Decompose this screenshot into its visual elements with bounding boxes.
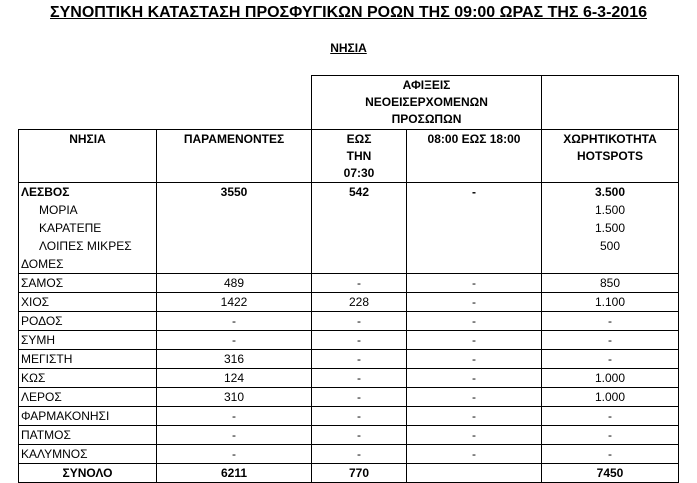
total-until-0730: 770 xyxy=(312,464,407,483)
table-row-lesvos xyxy=(19,183,679,202)
sub-site-name-tail: ΔΟΜΕΣ xyxy=(19,255,157,274)
range-value: - xyxy=(407,274,542,293)
remaining-value: - xyxy=(157,445,312,464)
capacity-value: - xyxy=(542,350,679,369)
capacity-value: - xyxy=(542,445,679,464)
empty-cell xyxy=(407,201,542,219)
until-0730-value: - xyxy=(312,369,407,388)
island-name: ΜΕΓΙΣΤΗ xyxy=(19,350,157,369)
table-row xyxy=(19,312,679,331)
remaining-value: 316 xyxy=(157,350,312,369)
range-value: - xyxy=(407,183,542,202)
header-0800-1800: 08:00 ΕΩΣ 18:00 xyxy=(407,130,542,183)
range-value: - xyxy=(407,293,542,312)
remaining-value: - xyxy=(157,426,312,445)
island-name: ΡΟΔΟΣ xyxy=(19,312,157,331)
until-0730-value: - xyxy=(312,312,407,331)
empty-cell xyxy=(407,255,542,274)
capacity-value: 1.000 xyxy=(542,369,679,388)
island-name: ΣΑΜΟΣ xyxy=(19,274,157,293)
sub-site-capacity: 1.500 xyxy=(542,201,679,219)
remaining-value: 310 xyxy=(157,388,312,407)
until-0730-value: - xyxy=(312,445,407,464)
island-name: ΧΙΟΣ xyxy=(19,293,157,312)
capacity-value: - xyxy=(542,407,679,426)
capacity-value: 1.000 xyxy=(542,388,679,407)
table-row xyxy=(19,293,679,312)
range-value: - xyxy=(407,426,542,445)
remaining-value: 124 xyxy=(157,369,312,388)
sub-site-capacity: 500 xyxy=(542,237,679,255)
until-0730-value: 542 xyxy=(312,183,407,202)
table-row-total xyxy=(19,464,679,483)
table-row xyxy=(19,407,679,426)
range-value: - xyxy=(407,388,542,407)
island-name: ΦΑΡΜΑΚΟΝΗΣΙ xyxy=(19,407,157,426)
header-islands: ΝΗΣΙΑ xyxy=(19,130,157,183)
header-until-0730: ΕΩΣ ΤΗΝ 07:30 xyxy=(312,130,407,183)
empty-cell xyxy=(157,237,312,255)
capacity-value: - xyxy=(542,331,679,350)
sub-site-name: ΛΟΙΠΕΣ ΜΙΚΡΕΣ xyxy=(19,237,157,255)
capacity-value: 850 xyxy=(542,274,679,293)
table-row-sub-site xyxy=(19,237,679,255)
table-row-sub-site xyxy=(19,255,679,274)
header-row-columns xyxy=(19,130,679,183)
document-title: ΣΥΝΟΠΤΙΚΗ ΚΑΤΑΣΤΑΣΗ ΠΡΟΣΦΥΓΙΚΩΝ ΡΟΩΝ ΤΗΣ 09:00 ΩΡΑΣ ΤΗΣ 6-3-2016 xyxy=(50,4,647,21)
empty-cell xyxy=(407,219,542,237)
remaining-value: 1422 xyxy=(157,293,312,312)
table-row xyxy=(19,426,679,445)
empty-cell xyxy=(407,237,542,255)
empty-cell xyxy=(157,219,312,237)
until-0730-value: - xyxy=(312,407,407,426)
refugee-flows-table xyxy=(18,75,679,483)
empty-cell xyxy=(157,201,312,219)
island-name: ΛΕΡΟΣ xyxy=(19,388,157,407)
total-label: ΣΥΝΟΛΟ xyxy=(19,464,157,483)
remaining-value: - xyxy=(157,331,312,350)
sub-site-name: ΜΟΡΙΑ xyxy=(19,201,157,219)
range-value: - xyxy=(407,407,542,426)
total-remaining: 6211 xyxy=(157,464,312,483)
remaining-value: - xyxy=(157,312,312,331)
remaining-value: 489 xyxy=(157,274,312,293)
header-row-group xyxy=(19,76,679,130)
range-value: - xyxy=(407,369,542,388)
table-row xyxy=(19,331,679,350)
header-hotspot-capacity: ΧΩΡΗΤΙΚΟΤΗΤΑ HOTSPOTS xyxy=(542,130,679,183)
table-row xyxy=(19,369,679,388)
section-subtitle: ΝΗΣΙΑ xyxy=(330,41,367,55)
remaining-value: 3550 xyxy=(157,183,312,202)
range-value: - xyxy=(407,350,542,369)
island-name: ΛΕΣΒΟΣ xyxy=(19,183,157,202)
until-0730-value: - xyxy=(312,331,407,350)
table-row-sub-site xyxy=(19,201,679,219)
table-row xyxy=(19,274,679,293)
empty-cell xyxy=(542,255,679,274)
capacity-value: 1.100 xyxy=(542,293,679,312)
header-arrivals-group: ΑΦΙΞΕΙΣ ΝΕΟΕΙΣΕΡΧΟΜΕΝΩΝ ΠΡΟΣΩΠΩΝ xyxy=(312,76,542,130)
until-0730-value: - xyxy=(312,388,407,407)
empty-cell xyxy=(312,219,407,237)
table-row-sub-site xyxy=(19,219,679,237)
empty-cell xyxy=(312,255,407,274)
range-value: - xyxy=(407,445,542,464)
remaining-value: - xyxy=(157,407,312,426)
total-range xyxy=(407,464,542,483)
sub-site-name: ΚΑΡΑΤΕΠΕ xyxy=(19,219,157,237)
range-value: - xyxy=(407,331,542,350)
sub-site-capacity: 1.500 xyxy=(542,219,679,237)
until-0730-value: - xyxy=(312,274,407,293)
capacity-value: - xyxy=(542,426,679,445)
empty-cell xyxy=(312,237,407,255)
table-row xyxy=(19,388,679,407)
capacity-value: - xyxy=(542,312,679,331)
until-0730-value: - xyxy=(312,426,407,445)
island-name: ΣΥΜΗ xyxy=(19,331,157,350)
total-capacity: 7450 xyxy=(542,464,679,483)
island-name: ΚΑΛΥΜΝΟΣ xyxy=(19,445,157,464)
island-name: ΠΑΤΜΟΣ xyxy=(19,426,157,445)
until-0730-value: - xyxy=(312,350,407,369)
island-name: ΚΩΣ xyxy=(19,369,157,388)
capacity-value: 3.500 xyxy=(542,183,679,202)
empty-cell xyxy=(312,201,407,219)
empty-cell xyxy=(157,255,312,274)
header-remaining: ΠΑΡΑΜΕΝΟΝΤΕΣ xyxy=(157,130,312,183)
range-value: - xyxy=(407,312,542,331)
until-0730-value: 228 xyxy=(312,293,407,312)
table-row xyxy=(19,350,679,369)
